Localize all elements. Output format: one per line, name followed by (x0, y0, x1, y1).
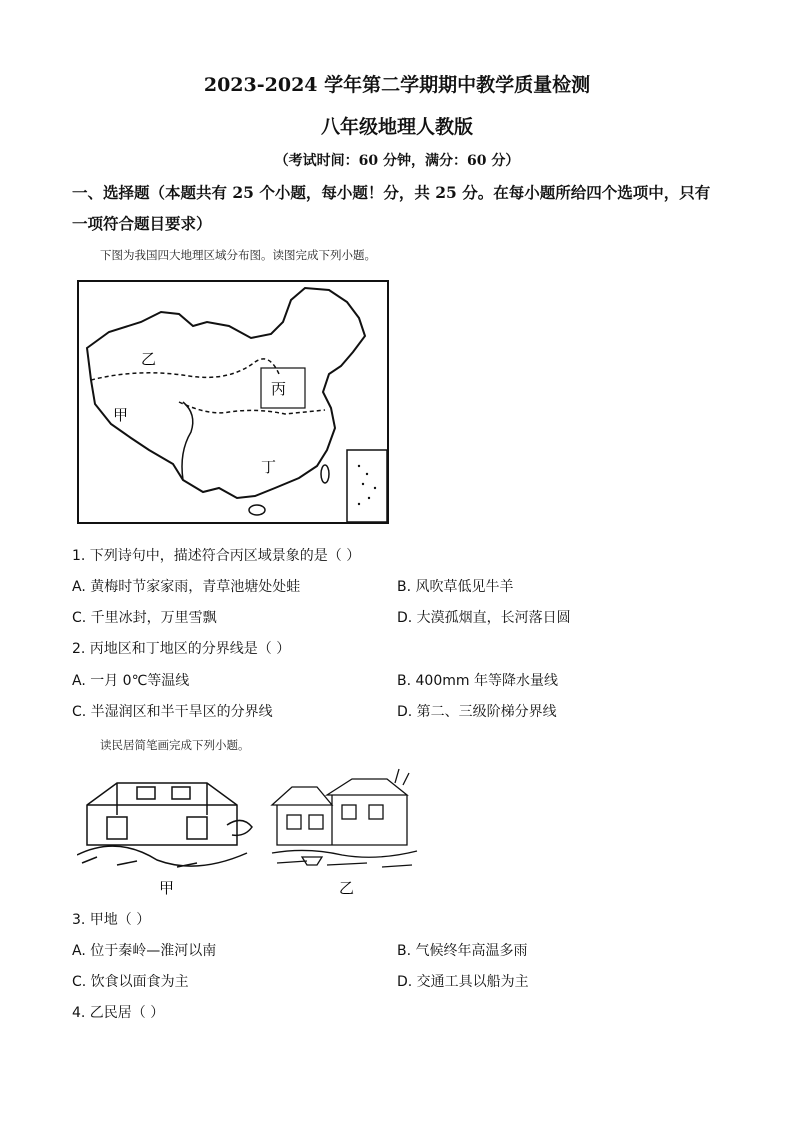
pic-label-a: 甲 (159, 879, 175, 897)
dwelling-intro: 读民居简笔画完成下列小题。 (100, 738, 250, 752)
exam-title: 2023-2024 学年第二学期期中教学质量检测 (203, 74, 591, 96)
section-heading: 一、选择题（本题共有 25 个小题，每小题！分，共 25 分。在每小题所给四个选项中，只有一项符合题目要求） (72, 183, 711, 233)
map-label-d: 丁 (261, 458, 277, 476)
q2-option-d: D. 第二、三级阶梯分界线 (397, 704, 557, 720)
q1-option-d: D. 大漠孤烟直，长河落日圆 (397, 610, 571, 626)
question-4: 4. 乙民居（ ） (72, 1005, 165, 1021)
q3-option-c: C. 饮食以面食为主 (72, 974, 189, 990)
question-3: 3. 甲地（ ） (72, 912, 151, 928)
q3-option-d: D. 交通工具以船为主 (397, 974, 529, 990)
map-label-c: 丙 (271, 380, 287, 398)
question-2: 2. 丙地区和丁地区的分界线是（ ） (72, 641, 291, 657)
dwelling-drawings (77, 765, 422, 900)
dwelling-b-sketch (272, 769, 417, 867)
map-label-b: 乙 (141, 350, 157, 368)
question-1: 1. 下列诗句中，描述符合丙区域景象的是（ ） (72, 548, 361, 564)
pic-label-b: 乙 (339, 879, 355, 897)
map-drawing (79, 282, 387, 522)
q3-option-a: A. 位于秦岭—淮河以南 (72, 943, 217, 959)
q1-option-a: A. 黄梅时节家家雨，青草池塘处处蛙 (72, 579, 301, 595)
exam-subtitle: 八年级地理人教版 (320, 116, 473, 138)
dwelling-sketches (77, 765, 422, 900)
map-intro: 下图为我国四大地理区域分布图。读图完成下列小题。 (100, 248, 376, 262)
q1-option-c: C. 千里冰封，万里雪飘 (72, 610, 217, 626)
exam-info: （考试时间：60 分钟，满分：60 分） (274, 153, 520, 169)
q1-option-b: B. 风吹草低见牛羊 (397, 579, 514, 595)
dwelling-a-sketch (77, 783, 252, 867)
map-label-a: 甲 (113, 406, 129, 424)
q2-option-c: C. 半湿润区和半干旱区的分界线 (72, 704, 273, 720)
q2-option-a: A. 一月 0℃等温线 (72, 673, 190, 689)
china-regions-map (77, 280, 389, 524)
q2-option-b: B. 400mm 年等降水量线 (397, 673, 558, 689)
q3-option-b: B. 气候终年高温多雨 (397, 943, 528, 959)
